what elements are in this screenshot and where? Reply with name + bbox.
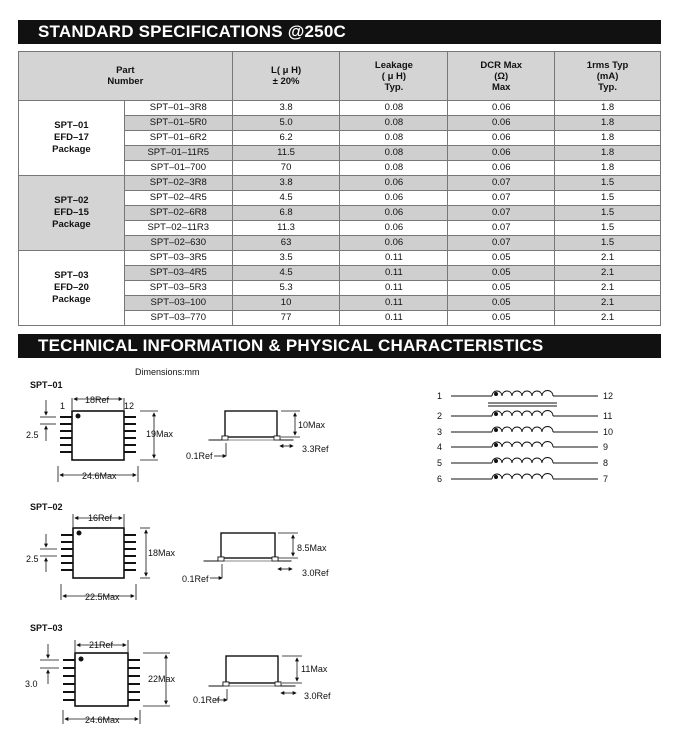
dcr-value: 0.06: [448, 161, 555, 176]
leakage-value: 0.11: [340, 311, 448, 326]
right-pin-label: 8: [603, 458, 609, 468]
part-number: SPT–03–100: [124, 296, 232, 311]
dcr-value: 0.06: [448, 131, 555, 146]
pin1-dot: [76, 414, 81, 419]
inductance-value: 63: [232, 236, 340, 251]
irms-value: 1.5: [555, 191, 661, 206]
dcr-value: 0.06: [448, 101, 555, 116]
part-number: SPT–03–3R5: [124, 251, 232, 266]
part-number: SPT–02–3R8: [124, 176, 232, 191]
leakage-value: 0.06: [340, 236, 448, 251]
right-pin-label: 7: [603, 474, 609, 484]
pin-last-label: 12: [124, 401, 135, 411]
dcr-value: 0.05: [448, 296, 555, 311]
dcr-value: 0.07: [448, 206, 555, 221]
tech-banner: TECHNICAL INFORMATION & PHYSICAL CHARACTERISTICS: [18, 334, 661, 358]
side-height-dimension: 10Max: [298, 420, 326, 430]
pin-first-label: 1: [60, 401, 66, 411]
irms-value: 2.1: [555, 311, 661, 326]
part-number: SPT–02–630: [124, 236, 232, 251]
side-view-body: [221, 533, 275, 558]
part-number: SPT–02–11R3: [124, 221, 232, 236]
package-body: [73, 528, 124, 578]
inductance-value: 6.2: [232, 131, 340, 146]
leakage-value: 0.08: [340, 131, 448, 146]
left-pin-label: 6: [437, 474, 443, 484]
right-pin-label: 10: [603, 427, 614, 437]
inductance-value: 77: [232, 311, 340, 326]
group-label-spt02: SPT–02 EFD–15 Package: [19, 176, 125, 251]
left-pin-label: 2: [437, 411, 443, 421]
irms-value: 1.8: [555, 146, 661, 161]
inductance-value: 3.8: [232, 176, 340, 191]
dcr-value: 0.05: [448, 266, 555, 281]
part-number: SPT–03–770: [124, 311, 232, 326]
foot-dimension: 0.1Ref: [182, 574, 209, 584]
height-max-dimension: 18Max: [148, 548, 176, 558]
leakage-value: 0.11: [340, 251, 448, 266]
width-max-dimension: 24.6Max: [82, 471, 117, 481]
irms-value: 1.8: [555, 131, 661, 146]
width-max-dimension: 24.6Max: [85, 715, 120, 725]
leakage-value: 0.08: [340, 146, 448, 161]
leakage-value: 0.11: [340, 296, 448, 311]
leakage-value: 0.08: [340, 161, 448, 176]
irms-value: 1.5: [555, 206, 661, 221]
inductance-value: 4.5: [232, 191, 340, 206]
header-irms: 1rms Typ (mA) Typ.: [555, 52, 661, 101]
side-height-dimension: 11Max: [301, 664, 328, 674]
height-max-dimension: 19Max: [146, 429, 174, 439]
dcr-value: 0.07: [448, 221, 555, 236]
side-view-body: [225, 411, 277, 437]
left-pin-label: 3: [437, 427, 443, 437]
header-part: Part Number: [19, 52, 233, 101]
part-number: SPT–03–5R3: [124, 281, 232, 296]
irms-value: 2.1: [555, 266, 661, 281]
inductance-value: 11.3: [232, 221, 340, 236]
dcr-value: 0.05: [448, 281, 555, 296]
inductance-value: 3.5: [232, 251, 340, 266]
inductance-value: 3.8: [232, 101, 340, 116]
dcr-value: 0.05: [448, 251, 555, 266]
left-pin-label: 1: [437, 391, 443, 401]
dimensions-note: Dimensions:mm: [135, 367, 200, 377]
group-label-spt01: SPT–01 EFD–17 Package: [19, 101, 125, 176]
irms-value: 2.1: [555, 281, 661, 296]
lead-dimension: 3.0Ref: [302, 568, 329, 578]
package-spt02-drawing: [26, 502, 329, 602]
irms-value: 1.5: [555, 176, 661, 191]
package-label: SPT–03: [30, 623, 63, 633]
dcr-value: 0.07: [448, 176, 555, 191]
inductance-value: 6.8: [232, 206, 340, 221]
part-number: SPT–03–4R5: [124, 266, 232, 281]
pin-pitch-dimension: 3.0: [25, 679, 38, 689]
inductance-value: 70: [232, 161, 340, 176]
irms-value: 2.1: [555, 296, 661, 311]
package-label: SPT–01: [30, 380, 63, 390]
top-ref-dimension: 18Ref: [85, 395, 110, 405]
package-body: [75, 653, 128, 706]
irms-value: 1.8: [555, 161, 661, 176]
package-label: SPT–02: [30, 502, 63, 512]
package-spt01-drawing: [26, 380, 329, 482]
leakage-value: 0.08: [340, 116, 448, 131]
height-max-dimension: 22Max: [148, 674, 176, 684]
leakage-value: 0.11: [340, 266, 448, 281]
width-max-dimension: 22.5Max: [85, 592, 120, 602]
foot-dimension: 0.1Ref: [193, 695, 220, 705]
pin-pitch-dimension: 2.5: [26, 430, 39, 440]
top-ref-dimension: 21Ref: [89, 640, 114, 650]
leakage-value: 0.06: [340, 176, 448, 191]
leakage-value: 0.06: [340, 206, 448, 221]
header-leakage: Leakage ( μ H) Typ.: [340, 52, 448, 101]
leakage-value: 0.06: [340, 191, 448, 206]
dcr-value: 0.06: [448, 116, 555, 131]
lead-dimension: 3.3Ref: [302, 444, 329, 454]
leakage-value: 0.11: [340, 281, 448, 296]
dcr-value: 0.07: [448, 191, 555, 206]
package-body: [72, 411, 124, 460]
left-pin-label: 5: [437, 458, 443, 468]
header-inductance: L( μ H) ± 20%: [232, 52, 340, 101]
irms-value: 1.5: [555, 221, 661, 236]
foot-dimension: 0.1Ref: [186, 451, 213, 461]
inductance-value: 10: [232, 296, 340, 311]
part-number: SPT–01–3R8: [124, 101, 232, 116]
right-pin-label: 12: [603, 391, 614, 401]
part-number: SPT–02–6R8: [124, 206, 232, 221]
irms-value: 2.1: [555, 251, 661, 266]
top-ref-dimension: 16Ref: [88, 513, 113, 523]
inductance-value: 11.5: [232, 146, 340, 161]
winding-schematic: [437, 391, 613, 485]
package-spt03-drawing: [25, 623, 331, 725]
header-dcr: DCR Max (Ω) Max: [448, 52, 555, 101]
spec-banner: STANDARD SPECIFICATIONS @250C: [18, 20, 661, 44]
pin1-dot: [79, 657, 84, 662]
left-pin-label: 4: [437, 442, 443, 452]
leakage-value: 0.08: [340, 101, 448, 116]
irms-value: 1.5: [555, 236, 661, 251]
group-label-spt03: SPT–03 EFD–20 Package: [19, 251, 125, 326]
part-number: SPT–02–4R5: [124, 191, 232, 206]
part-number: SPT–01–5R0: [124, 116, 232, 131]
inductance-value: 5.0: [232, 116, 340, 131]
irms-value: 1.8: [555, 101, 661, 116]
inductance-value: 5.3: [232, 281, 340, 296]
dcr-value: 0.07: [448, 236, 555, 251]
leakage-value: 0.06: [340, 221, 448, 236]
dcr-value: 0.06: [448, 146, 555, 161]
part-number: SPT–01–11R5: [124, 146, 232, 161]
side-height-dimension: 8.5Max: [297, 543, 327, 553]
irms-value: 1.8: [555, 116, 661, 131]
pin1-dot: [77, 531, 82, 536]
dcr-value: 0.05: [448, 311, 555, 326]
part-number: SPT–01–6R2: [124, 131, 232, 146]
part-number: SPT–01–700: [124, 161, 232, 176]
side-view-body: [226, 656, 278, 683]
pin-pitch-dimension: 2.5: [26, 554, 39, 564]
right-pin-label: 9: [603, 442, 609, 452]
inductance-value: 4.5: [232, 266, 340, 281]
right-pin-label: 11: [603, 411, 613, 421]
lead-dimension: 3.0Ref: [304, 691, 331, 701]
